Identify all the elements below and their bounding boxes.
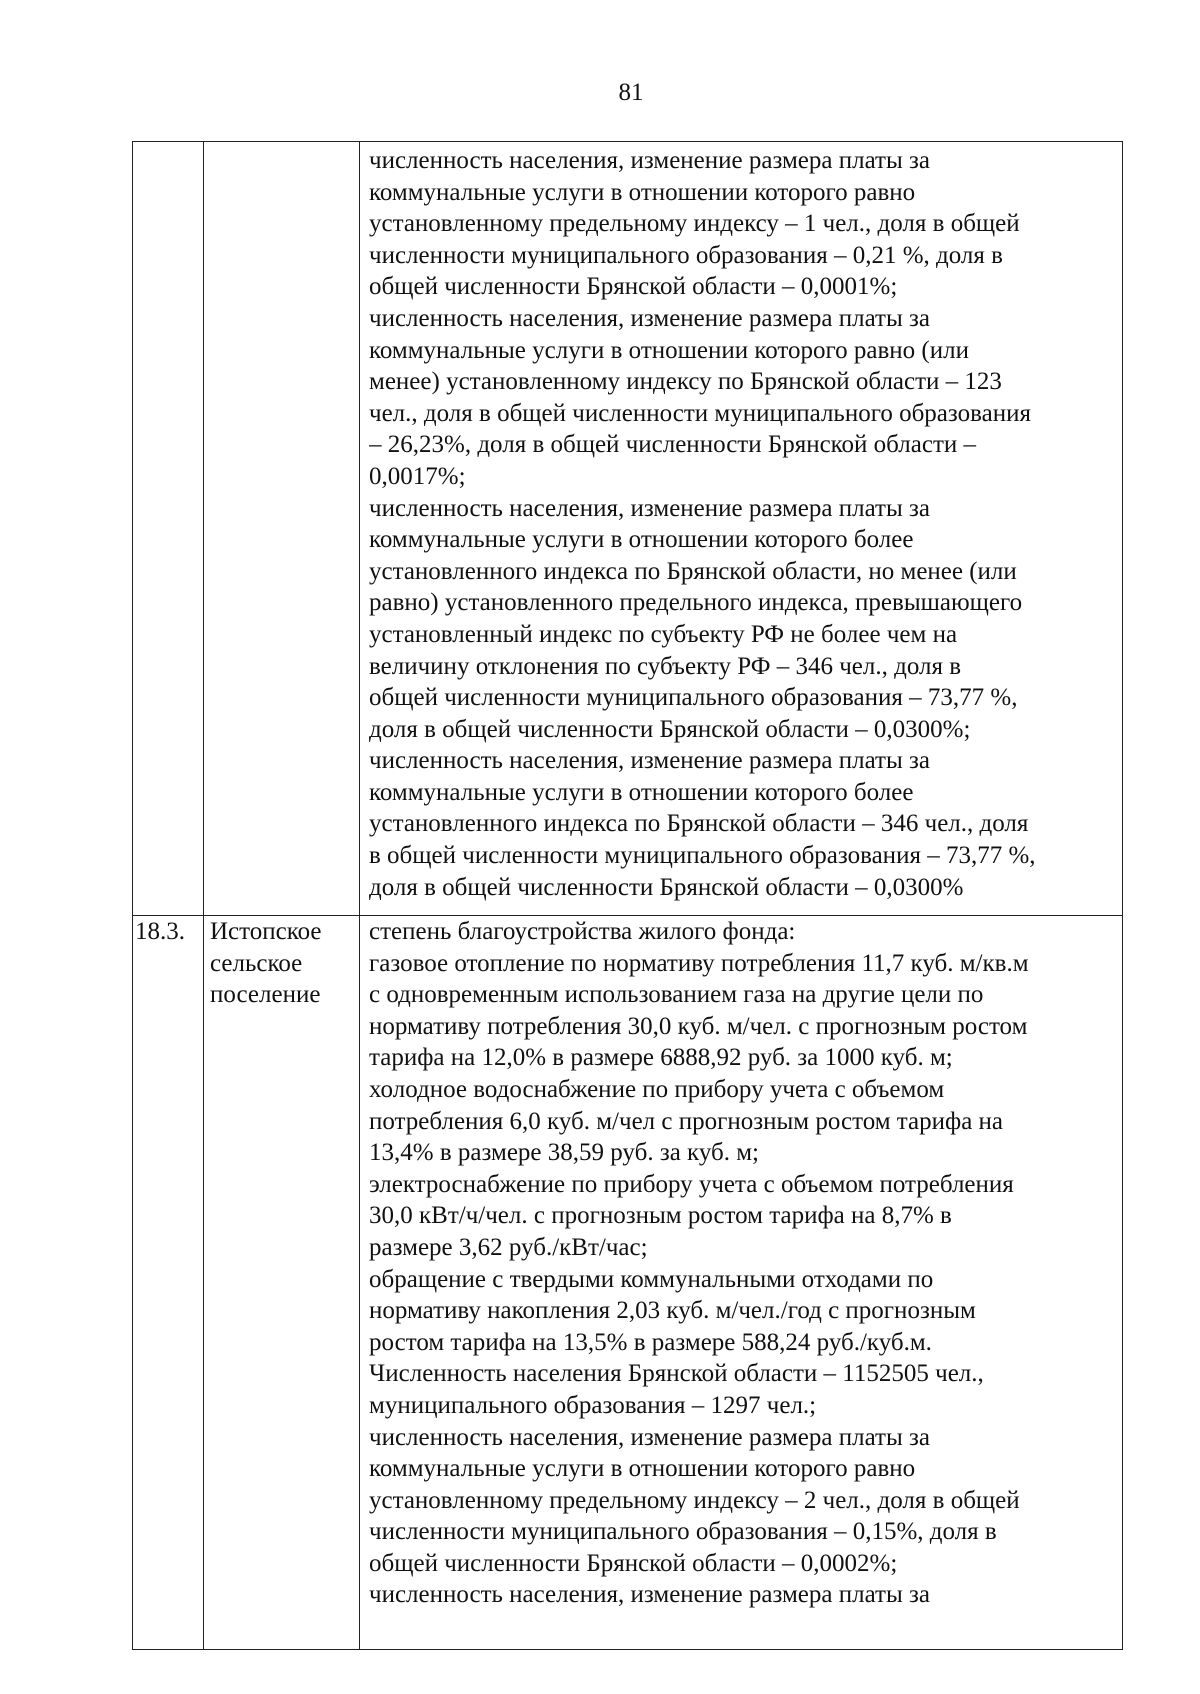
text-line: коммунальные услуги в отношении которого равно (или xyxy=(369,336,969,364)
text-line: нормативу накопления 2,03 куб. м/чел./год с прогнозным xyxy=(369,1297,976,1325)
text-line: численности муниципального образования – 0,21 %, доля в xyxy=(369,241,1003,269)
text-line: общей численности Брянской области – 0,0001%; xyxy=(369,273,898,301)
text-line: численность населения, изменение размера платы за xyxy=(369,1581,930,1609)
text-line: доля в общей численности Брянской области – 0,0300%; xyxy=(369,715,971,743)
settlement-name-line: Истопское xyxy=(210,918,322,945)
page-number: 81 xyxy=(618,79,644,106)
description-cell xyxy=(360,142,1123,916)
text-line: установленному предельному индексу – 1 чел., доля в общей xyxy=(369,210,1020,238)
settlement-name-cell xyxy=(204,142,360,916)
text-line: менее) установленному индексу по Брянской области – 123 xyxy=(369,368,1002,396)
row-number-cell xyxy=(133,142,204,916)
text-line: установленного индекса по Брянской области, но менее (или xyxy=(369,557,1017,585)
text-line: численность населения, изменение размера платы за xyxy=(369,1423,930,1451)
text-line: численность населения, изменение размера платы за xyxy=(369,304,930,332)
text-line: коммунальные услуги в отношении которого более xyxy=(369,526,914,554)
text-line: установленному предельному индексу – 2 чел., доля в общей xyxy=(369,1486,1020,1514)
settlement-name-line: сельское xyxy=(210,949,303,977)
text-line: электроснабжение по прибору учета с объемом потребления xyxy=(369,1170,1014,1198)
text-line: с одновременным использованием газа на другие цели по xyxy=(369,981,984,1009)
text-line: численность населения, изменение размера платы за xyxy=(369,494,930,522)
text-line: ростом тарифа на 13,5% в размере 588,24 руб./куб.м. xyxy=(369,1328,932,1356)
settlement-name-cell xyxy=(204,916,360,1650)
text-line: тарифа на 12,0% в размере 6888,92 руб. за 1000 куб. м; xyxy=(369,1044,953,1072)
table-row xyxy=(133,142,1123,916)
text-line: установленный индекс по субъекту РФ не более чем на xyxy=(369,620,958,648)
text-line: Численность населения Брянской области – 1152505 чел., xyxy=(369,1360,984,1388)
text-line: численность населения, изменение размера платы за xyxy=(369,147,930,174)
text-line: чел., доля в общей численности муниципального образования xyxy=(369,399,1031,427)
text-line: равно) установленного предельного индекса, превышающего xyxy=(369,589,1023,617)
text-line: 30,0 кВт/ч/чел. с прогнозным ростом тарифа на 8,7% в xyxy=(369,1202,952,1230)
text-line: доля в общей численности Брянской области – 0,0300% xyxy=(369,873,964,901)
text-line: в общей численности муниципального образования – 73,77 %, xyxy=(369,842,1036,870)
text-line: обращение с твердыми коммунальными отходами по xyxy=(369,1265,934,1293)
text-line: коммунальные услуги в отношении которого равно xyxy=(369,178,916,206)
text-line: общей численности Брянской области – 0,0002%; xyxy=(369,1549,898,1577)
text-line: численность населения, изменение размера платы за xyxy=(369,747,930,775)
text-line: величину отклонения по субъекту РФ – 346 чел., доля в xyxy=(369,652,962,680)
text-line: общей численности муниципального образования – 73,77 %, xyxy=(369,684,1018,712)
description-cell xyxy=(360,916,1123,1650)
text-line: размере 3,62 руб./кВт/час; xyxy=(369,1233,648,1261)
text-line: газовое отопление по нормативу потребления 11,7 куб. м/кв.м xyxy=(369,949,1029,977)
row-number-cell xyxy=(133,916,204,1650)
text-line: коммунальные услуги в отношении которого более xyxy=(369,778,914,806)
text-line: 13,4% в размере 38,59 руб. за куб. м; xyxy=(369,1139,759,1167)
text-line: численности муниципального образования – 0,15%, доля в xyxy=(369,1518,997,1546)
text-line: коммунальные услуги в отношении которого равно xyxy=(369,1455,916,1483)
text-line: – 26,23%, доля в общей численности Брянской области – xyxy=(369,431,976,459)
settlement-name-line: поселение xyxy=(210,981,321,1009)
text-line: холодное водоснабжение по прибору учета с объемом xyxy=(369,1075,945,1103)
text-line: степень благоустройства жилого фонда: xyxy=(369,918,796,945)
row-number: 18.3. xyxy=(135,918,185,945)
table-row xyxy=(133,916,1123,1650)
text-line: муниципального образования – 1297 чел.; xyxy=(369,1391,817,1419)
text-line: 0,0017%; xyxy=(369,462,466,490)
document-table xyxy=(132,141,1123,1650)
text-line: установленного индекса по Брянской области – 346 чел., доля xyxy=(369,810,1029,838)
text-line: потребления 6,0 куб. м/чел с прогнозным ростом тарифа на xyxy=(369,1107,1004,1135)
text-line: нормативу потребления 30,0 куб. м/чел. с прогнозным ростом xyxy=(369,1012,1028,1040)
